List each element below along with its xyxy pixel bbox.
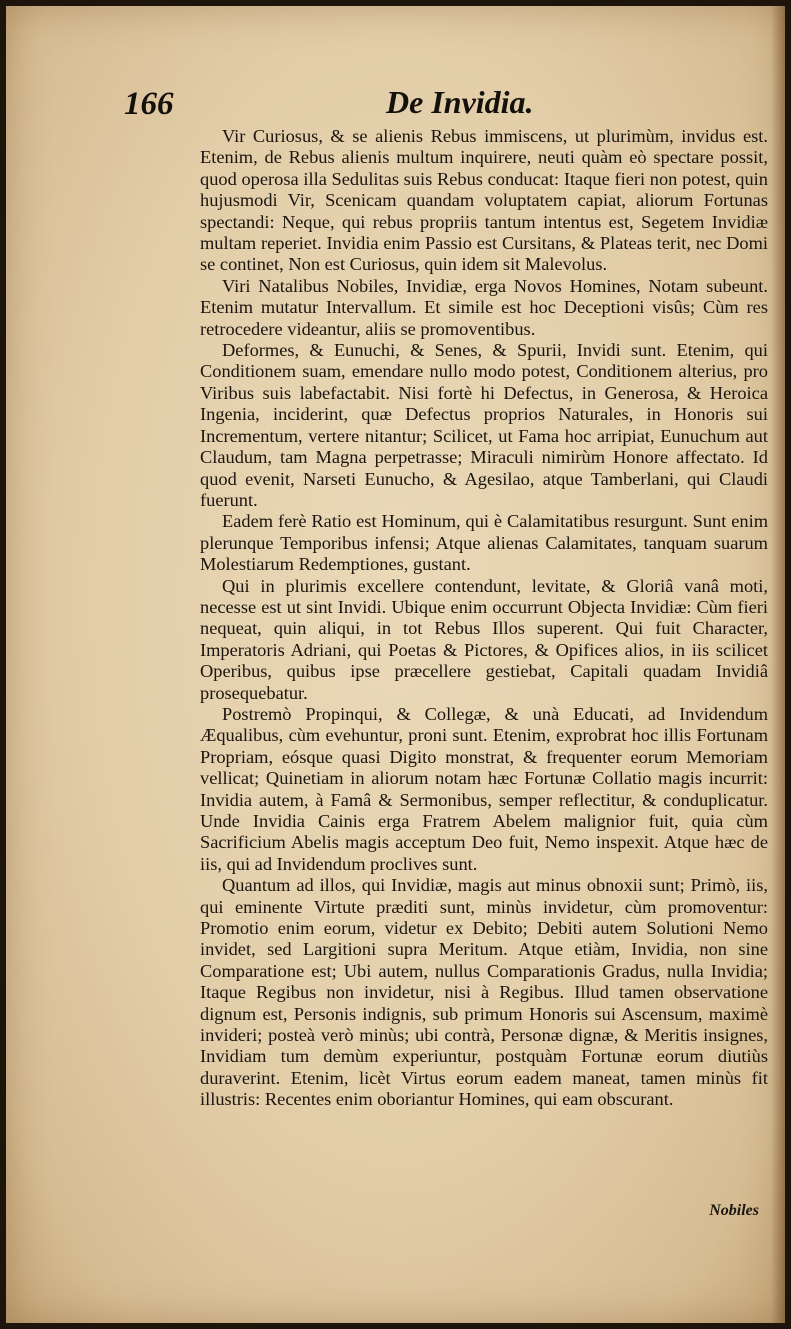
paragraph: Postremò Propinqui, & Collegæ, & unà Educati, ad Invidendum Æqualibus, cùm evehuntur, proni sunt. Etenim, exprobrat hoc illis Fortunam Propriam, eósque quasi Digito monstrat, & frequenter eorum Memoriam vellicat; Quinetiam in aliorum notam hæc Fortunæ Collatio magis incurrit: Invidia autem, à Famâ & Sermonibus, semper reflectitur, & conduplicatur. Unde Invidia Cainis erga Fratrem Abelem malignior fuit, quia cùm Sacrificium Abelis magis acceptum Deo fuit, Nemo inspexit. Atque hæc de iis, qui ad Invidendum proclives sunt.: [200, 703, 768, 874]
paragraph: Deformes, & Eunuchi, & Senes, & Spurii, Invidi sunt. Etenim, qui Conditionem suam, emendare nullo modo potest, Conditionem alterius, pro Viribus suis labefactabit. Nisi fortè hi Defectus, in Generosa, & Heroica Ingenia, inciderint, quæ Defectus proprios Naturales, in Honoris sui Incrementum, vertere nitantur; Scilicet, ut Fama hoc arripiat, Eunuchum aut Claudum, tam Magna perpetrasse; Miraculi nimirùm Honore affectato. Id quod evenit, Narseti Eunucho, & Agesilao, atque Tamberlani, qui Claudi fuerunt.: [200, 340, 768, 510]
paragraph: Qui in plurimis excellere contendunt, levitate, & Gloriâ vanâ moti, necesse est ut sint Invidi. Ubique enim occurrunt Objecta Invidiæ: Cùm fieri nequeat, quin aliqui, in tot Rebus Illos superent. Qui fuit Character, Imperatoris Adriani, qui Poetas & Pictores, & Opifices alios, in iis scilicet Operibus, quibus ipse præcellere gestiebat, Capitali quadam Invidiâ prosequebatur.: [200, 575, 768, 703]
page-gutter-shadow: [771, 6, 785, 1323]
body-text: [200, 126, 768, 1111]
running-head: De Invidia.: [386, 84, 534, 120]
book-page: [6, 6, 785, 1323]
paragraph: Vir Curiosus, & se alienis Rebus immiscens, ut plurimùm, invidus est. Etenim, de Rebus alienis multum inquirere, neuti quàm eò spectare possit, quod operosa illa Sedulitas suis Rebus conducat: Itaque fieri non potest, quin hujusmodi Vir, Scenicam quandam voluptatem capiat, aliorum Fortunas spectandi: Neque, qui rebus propriis tantum intentus est, Segetem Invidiæ multam reperiet. Invidia enim Passio est Cursitans, & Plateas terit, nec Domi se continet, Non est Curiosus, quin idem sit Malevolus.: [200, 126, 768, 275]
paragraph: Quantum ad illos, qui Invidiæ, magis aut minus obnoxii sunt; Primò, iis, qui eminente Virtute præditi sunt, minùs invidetur, cùm promoventur: Promotio enim eorum, videtur ex Debito; Debiti autem Solutioni Nemo invidet, sed Largitioni supra Meritum. Atque etiàm, Invidia, non sine Comparatione est; Ubi autem, nullus Comparationis Gradus, nulla Invidia; Itaque Regibus non invidetur, nisi à Regibus. Illud tamen observatione dignum est, Personis indignis, sub primum Honoris sui Ascensum, maximè invideri; posteà verò minùs; ubi contrà, Personæ dignæ, & Meritis insignes, Invidiam tum demùm experiuntur, postquàm Fortunæ eorum diutiùs duraverint. Etenim, licèt Virtus eorum eadem maneat, tamen minùs fit illustris: Recentes enim oboriantur Homines, qui eam obscurant.: [200, 875, 768, 1110]
paragraph: Eadem ferè Ratio est Hominum, qui è Calamitatibus resurgunt. Sunt enim plerunque Temporibus infensi; Atque alienas Calamitates, tanquam suarum Molestiarum Redemptiones, gustant.: [200, 511, 768, 575]
page-number: 166: [124, 86, 174, 122]
catchword: Nobiles: [709, 1202, 759, 1219]
paragraph: Viri Natalibus Nobiles, Invidiæ, erga Novos Homines, Notam subeunt. Etenim mutatur Intervallum. Et simile est hoc Deceptioni visûs; Cùm res retrocedere videantur, aliis se promoventibus.: [200, 275, 768, 339]
